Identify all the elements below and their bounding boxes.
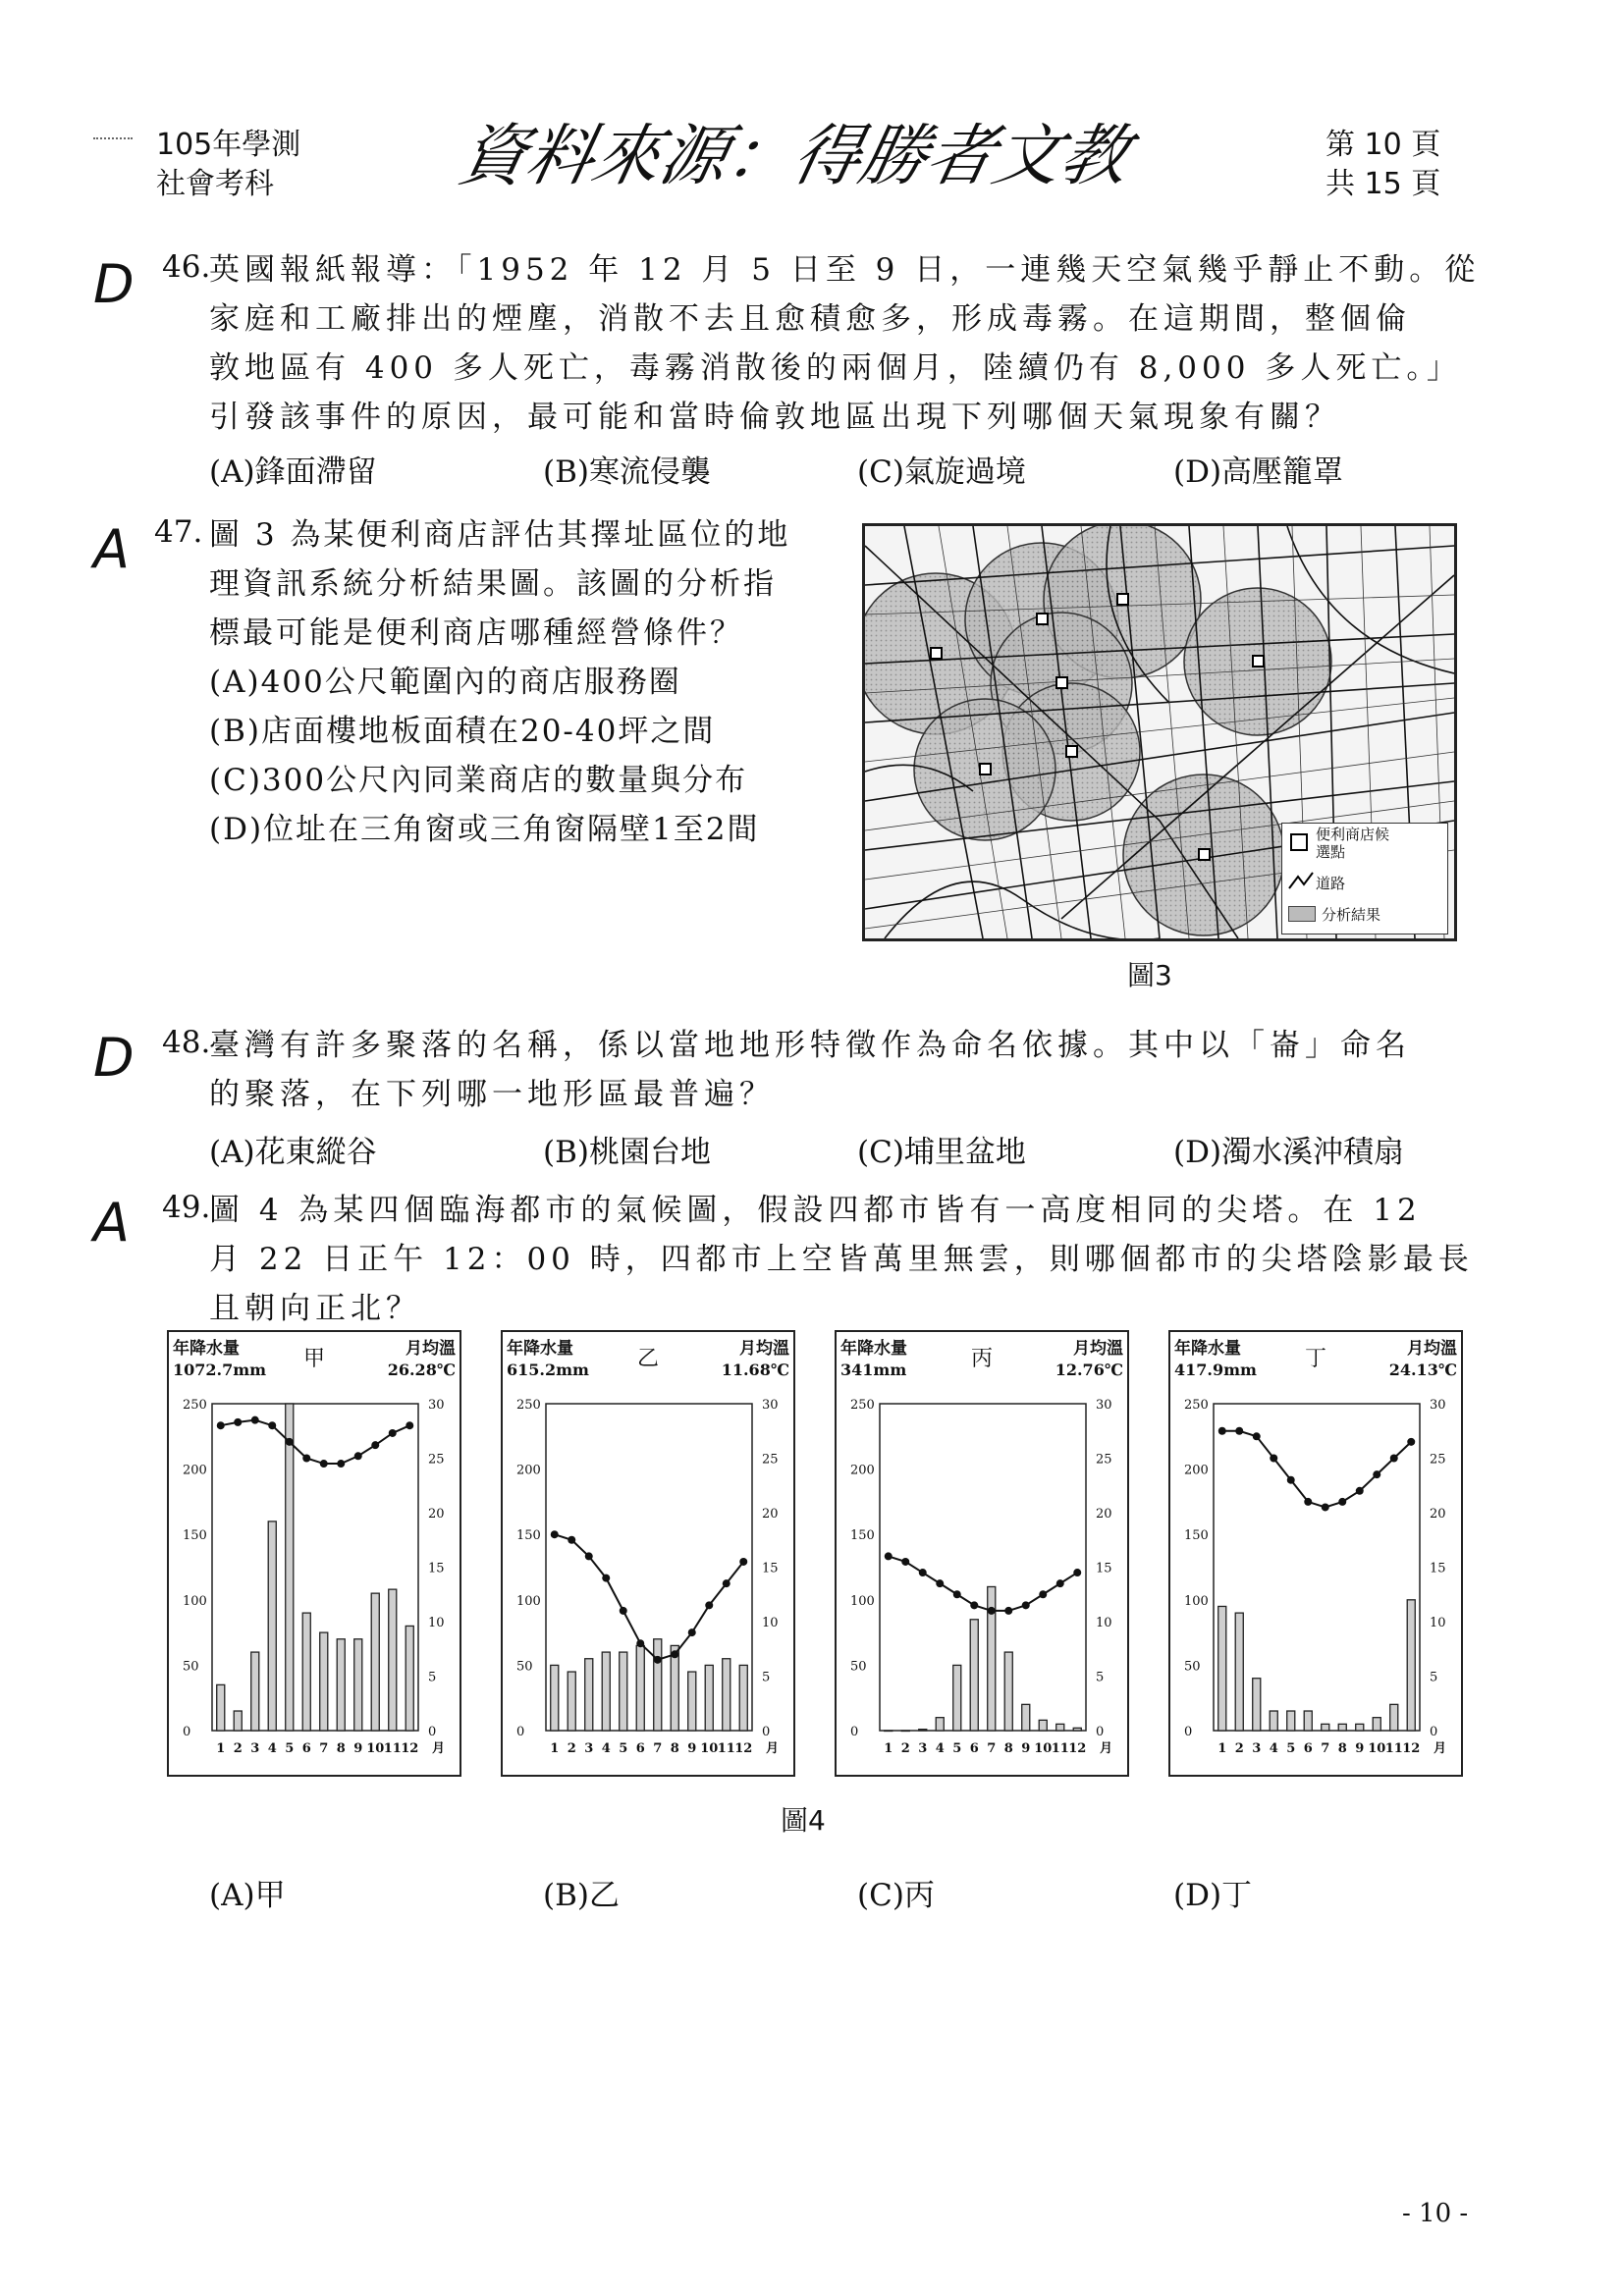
precip-bar (585, 1659, 593, 1731)
precip-bar (671, 1645, 678, 1731)
question-line: 月 22 日正午 12：00 時，四都市上空皆萬里無雲，則哪個都市的尖塔陰影最長 (209, 1242, 1474, 1277)
temp-point (953, 1590, 961, 1598)
option-48-a: (A)花東縱谷 (209, 1135, 377, 1170)
question-number-49: 49. (162, 1190, 211, 1225)
temp-tick-label: 20 (762, 1507, 779, 1522)
temp-point (636, 1639, 644, 1647)
temp-point (1356, 1487, 1364, 1495)
temp-tick-label: 30 (762, 1398, 779, 1413)
precip-bar (1004, 1652, 1012, 1731)
header-right (1325, 126, 1440, 204)
month-tick-label: 8 (1337, 1741, 1347, 1756)
precip-tick-label: 150 (850, 1528, 875, 1544)
precip-tick-label: 200 (516, 1463, 541, 1478)
mean-temp-label: 12.76℃ (1055, 1361, 1123, 1379)
temp-point (234, 1418, 242, 1426)
month-tick-label: 7 (987, 1741, 997, 1756)
temp-point (885, 1552, 893, 1560)
temp-point (988, 1607, 996, 1615)
question-line: 標最可能是便利商店哪種經營條件？ (209, 615, 743, 651)
temp-point (1039, 1590, 1047, 1598)
temp-tick-label: 10 (1096, 1616, 1112, 1630)
answer-mark-49: A (93, 1192, 130, 1254)
precip-bar (268, 1522, 276, 1731)
month-tick-label: 6 (969, 1741, 979, 1756)
temp-tick-label: 30 (1096, 1398, 1112, 1413)
figure-4-caption: 圖4 (781, 1804, 826, 1837)
precip-bar (723, 1659, 730, 1731)
precip-bar (1253, 1679, 1261, 1731)
month-tick-label: 12 (1402, 1741, 1421, 1756)
option-46-d: (D)高壓籠罩 (1173, 454, 1344, 490)
page-number: 第 10 頁 (1325, 128, 1441, 162)
month-tick-label: 12 (1068, 1741, 1087, 1756)
precip-bar (1287, 1711, 1295, 1731)
right-axis-title: 月均溫 (1073, 1339, 1123, 1359)
precip-tick-label: 0 (516, 1725, 525, 1739)
question-text-48 (209, 1021, 1554, 1119)
precip-bar (1322, 1724, 1329, 1731)
precip-tick-label: 50 (850, 1659, 867, 1675)
precip-bar (389, 1589, 397, 1731)
precip-bar (234, 1711, 242, 1731)
climate-chart-1 (167, 1330, 461, 1777)
question-line: 圖 4 為某四個臨海都市的氣候圖，假設四都市皆有一高度相同的尖塔。在 12 (209, 1193, 1422, 1228)
precip-bar (1373, 1718, 1380, 1731)
precip-bar (320, 1632, 328, 1731)
temp-point (901, 1558, 909, 1566)
month-unit-label: 月 (1100, 1741, 1113, 1756)
month-unit-label: 月 (766, 1741, 780, 1756)
month-tick-label: 7 (319, 1741, 329, 1756)
question-line: 英國報紙報導：「1952 年 12 月 5 日至 9 日，一連幾天空氣幾乎靜止不動。從 (209, 252, 1481, 288)
month-tick-label: 4 (601, 1741, 611, 1756)
header-left (93, 126, 300, 204)
precip-tick-label: 150 (516, 1528, 541, 1544)
precip-tick-label: 200 (1184, 1463, 1209, 1478)
temp-point (1322, 1503, 1329, 1511)
precip-bar (1407, 1600, 1415, 1731)
option-47-b: (B)店面樓地板面積在20-40坪之間 (209, 714, 716, 749)
temp-point (302, 1455, 310, 1463)
right-axis-title: 月均溫 (1407, 1339, 1457, 1359)
temp-tick-label: 25 (428, 1452, 445, 1468)
annual-precip-label: 615.2mm (507, 1361, 589, 1379)
temp-point (1022, 1601, 1030, 1609)
temp-point (551, 1530, 559, 1538)
page-total: 共 15 頁 (1325, 167, 1441, 201)
precip-bar (1022, 1704, 1030, 1731)
precip-tick-label: 150 (1184, 1528, 1209, 1544)
temp-point (970, 1601, 978, 1609)
temp-tick-label: 15 (1430, 1561, 1446, 1576)
question-text-46 (209, 245, 1554, 442)
month-tick-label: 8 (670, 1741, 679, 1756)
precip-bar (1039, 1720, 1047, 1731)
month-tick-label: 4 (1269, 1741, 1278, 1756)
month-tick-label: 12 (401, 1741, 419, 1756)
precip-bar (739, 1665, 747, 1731)
temp-point (1253, 1432, 1261, 1440)
right-axis-title: 月均溫 (406, 1339, 456, 1359)
month-tick-label: 11 (383, 1741, 402, 1756)
precip-bar (901, 1731, 909, 1732)
temp-point (268, 1421, 276, 1429)
precip-tick-label: 250 (850, 1398, 875, 1413)
question-line: 家庭和工廠排出的煙塵，消散不去且愈積愈多，形成毒霧。在這期間，整個倫 (209, 301, 1411, 337)
precip-bar (302, 1613, 310, 1731)
precip-tick-label: 250 (183, 1398, 207, 1413)
figure-3-map (862, 523, 1457, 941)
precip-bar (919, 1730, 927, 1731)
left-axis-title: 年降水量 (507, 1339, 573, 1359)
precip-bar (286, 1404, 294, 1731)
temp-point (337, 1460, 345, 1468)
month-unit-label: 月 (1434, 1741, 1447, 1756)
precip-bar (936, 1718, 944, 1731)
temp-tick-label: 25 (1430, 1452, 1446, 1468)
temp-point (1073, 1569, 1081, 1576)
temp-tick-label: 25 (762, 1452, 779, 1468)
temp-tick-label: 25 (1096, 1452, 1112, 1468)
footer-page-number: - 10 - (1402, 2199, 1469, 2228)
precip-bar (970, 1620, 978, 1731)
option-48-b: (B)桃園台地 (543, 1135, 711, 1170)
precip-bar (371, 1593, 379, 1731)
climate-chart-3 (835, 1330, 1129, 1777)
month-tick-label: 12 (734, 1741, 753, 1756)
precip-tick-label: 50 (183, 1659, 199, 1675)
precip-tick-label: 50 (1184, 1659, 1201, 1675)
month-tick-label: 8 (1003, 1741, 1013, 1756)
precip-tick-label: 100 (850, 1593, 875, 1609)
question-line: 的聚落，在下列哪一地形區最普遍？ (209, 1077, 775, 1112)
precip-tick-label: 0 (183, 1725, 191, 1739)
month-tick-label: 5 (1286, 1741, 1296, 1756)
chart-title: 乙 (636, 1347, 660, 1371)
temp-point (568, 1536, 575, 1544)
temp-point (251, 1416, 259, 1424)
month-tick-label: 2 (1234, 1741, 1244, 1756)
precip-tick-label: 0 (850, 1725, 859, 1739)
temp-point (1004, 1607, 1012, 1615)
question-line: 理資訊系統分析結果圖。該圖的分析指 (209, 566, 777, 602)
temp-tick-label: 30 (428, 1398, 445, 1413)
precip-tick-label: 100 (1184, 1593, 1209, 1609)
month-tick-label: 10 (1368, 1741, 1386, 1756)
question-line: 臺灣有許多聚落的名稱，係以當地地形特徵作為命名依據。其中以「崙」命名 (209, 1028, 1411, 1063)
precip-bar (406, 1626, 413, 1731)
question-line: 且朝向正北？ (209, 1291, 421, 1326)
option-49-a: (A)甲 (209, 1878, 286, 1913)
question-line: 敦地區有 400 多人死亡，毒霧消散後的兩個月，陸續仍有 8,000 多人死亡。」 (209, 350, 1462, 386)
precip-tick-label: 100 (516, 1593, 541, 1609)
month-tick-label: 3 (584, 1741, 594, 1756)
precip-bar (636, 1645, 644, 1731)
precip-tick-label: 200 (183, 1463, 207, 1478)
chart-title: 丙 (970, 1347, 994, 1371)
temp-point (688, 1629, 696, 1636)
temp-point (1287, 1476, 1295, 1484)
chart-title: 甲 (302, 1347, 326, 1371)
precip-bar (1218, 1606, 1226, 1731)
precip-bar (602, 1652, 610, 1731)
question-number-47: 47. (154, 514, 203, 550)
precip-bar (217, 1684, 225, 1731)
temp-point (320, 1460, 328, 1468)
month-tick-label: 3 (1252, 1741, 1262, 1756)
temp-point (602, 1575, 610, 1582)
temp-point (919, 1569, 927, 1576)
answer-mark-48: D (93, 1027, 135, 1089)
legend-road: 道路 (1316, 875, 1346, 892)
temp-tick-label: 15 (428, 1561, 445, 1576)
temp-tick-label: 20 (1430, 1507, 1446, 1522)
month-tick-label: 11 (717, 1741, 735, 1756)
precip-bar (620, 1652, 627, 1731)
temp-tick-label: 0 (1096, 1725, 1105, 1739)
month-tick-label: 6 (1303, 1741, 1313, 1756)
temp-point (671, 1650, 678, 1658)
month-tick-label: 6 (635, 1741, 645, 1756)
map-legend (1281, 823, 1448, 934)
month-tick-label: 2 (567, 1741, 576, 1756)
option-49-d: (D)丁 (1173, 1878, 1253, 1913)
temp-point (1390, 1455, 1398, 1463)
precip-bar (251, 1652, 259, 1731)
mean-temp-label: 26.28℃ (387, 1361, 456, 1379)
temp-point (1338, 1498, 1346, 1506)
month-tick-label: 1 (216, 1741, 226, 1756)
precip-bar (885, 1731, 893, 1732)
temp-tick-label: 5 (762, 1670, 771, 1685)
temp-point (705, 1601, 713, 1609)
temp-point (1235, 1427, 1243, 1435)
temp-point (1373, 1470, 1380, 1478)
precip-bar (1338, 1724, 1346, 1731)
month-tick-label: 6 (301, 1741, 311, 1756)
dotted-mark (93, 137, 133, 139)
precip-tick-label: 250 (516, 1398, 541, 1413)
month-tick-label: 3 (918, 1741, 928, 1756)
road-legend-icon (1288, 871, 1314, 890)
temp-tick-label: 30 (1430, 1398, 1446, 1413)
temp-point (1304, 1498, 1312, 1506)
month-tick-label: 5 (285, 1741, 295, 1756)
left-axis-title: 年降水量 (173, 1339, 240, 1359)
question-line: 圖 3 為某便利商店評估其擇址區位的地 (209, 517, 791, 553)
temp-tick-label: 10 (762, 1616, 779, 1630)
right-axis-title: 月均溫 (739, 1339, 789, 1359)
month-tick-label: 3 (250, 1741, 260, 1756)
option-46-c: (C)氣旋過境 (857, 454, 1026, 490)
temp-tick-label: 5 (1430, 1670, 1438, 1685)
month-tick-label: 5 (952, 1741, 962, 1756)
temp-point (723, 1579, 730, 1587)
precip-bar (337, 1639, 345, 1731)
annual-precip-label: 341mm (840, 1361, 907, 1379)
temp-point (585, 1552, 593, 1560)
left-axis-title: 年降水量 (1174, 1339, 1241, 1359)
temp-point (1056, 1579, 1064, 1587)
precip-bar (1270, 1711, 1277, 1731)
temp-tick-label: 10 (428, 1616, 445, 1630)
month-tick-label: 1 (1217, 1741, 1227, 1756)
temp-point (286, 1438, 294, 1446)
precip-bar (1235, 1613, 1243, 1731)
precip-bar (1356, 1724, 1364, 1731)
answer-mark-46: D (93, 253, 135, 315)
month-tick-label: 10 (1034, 1741, 1053, 1756)
exam-title: 105年學測 (156, 128, 301, 162)
mean-temp-label: 11.68℃ (721, 1361, 789, 1379)
option-48-d: (D)濁水溪沖積扇 (1173, 1135, 1405, 1170)
option-49-c: (C)丙 (857, 1878, 935, 1913)
question-text-49 (209, 1186, 1554, 1333)
option-47-c: (C)300公尺內同業商店的數量與分布 (209, 763, 748, 798)
temp-point (217, 1421, 225, 1429)
month-tick-label: 11 (1384, 1741, 1403, 1756)
precip-bar (568, 1672, 575, 1731)
precip-bar (953, 1665, 961, 1731)
option-47-a: (A)400公尺範圍內的商店服務圈 (209, 665, 681, 700)
temp-point (354, 1452, 362, 1460)
question-number-46: 46. (162, 249, 211, 285)
temp-tick-label: 20 (1096, 1507, 1112, 1522)
month-tick-label: 9 (687, 1741, 697, 1756)
precip-bar (551, 1665, 559, 1731)
temp-tick-label: 5 (428, 1670, 437, 1685)
precip-bar (654, 1639, 662, 1731)
answer-mark-47: A (93, 518, 130, 580)
temp-point (620, 1607, 627, 1615)
option-46-a: (A)鋒面滯留 (209, 454, 377, 490)
precip-bar (354, 1639, 362, 1731)
precip-tick-label: 0 (1184, 1725, 1193, 1739)
temp-point (654, 1656, 662, 1664)
month-tick-label: 9 (1355, 1741, 1365, 1756)
temp-tick-label: 0 (1430, 1725, 1438, 1739)
option-47-d: (D)位址在三角窗或三角窗隔壁1至2間 (209, 812, 760, 847)
temp-point (936, 1579, 944, 1587)
climate-chart-4 (1168, 1330, 1463, 1777)
temp-point (1218, 1427, 1226, 1435)
question-text-47 (209, 510, 896, 854)
figure-3-caption: 圖3 (1127, 959, 1172, 991)
month-tick-label: 7 (653, 1741, 663, 1756)
precip-tick-label: 200 (850, 1463, 875, 1478)
month-tick-label: 9 (1021, 1741, 1031, 1756)
option-49-b: (B)乙 (543, 1878, 620, 1913)
month-tick-label: 10 (700, 1741, 719, 1756)
month-tick-label: 1 (550, 1741, 560, 1756)
temp-tick-label: 0 (762, 1725, 771, 1739)
temp-point (1407, 1438, 1415, 1446)
annual-precip-label: 1072.7mm (173, 1361, 267, 1379)
temp-tick-label: 5 (1096, 1670, 1105, 1685)
month-tick-label: 7 (1321, 1741, 1330, 1756)
temp-point (389, 1429, 397, 1437)
temp-tick-label: 20 (428, 1507, 445, 1522)
left-axis-title: 年降水量 (840, 1339, 907, 1359)
month-tick-label: 4 (935, 1741, 945, 1756)
option-48-c: (C)埔里盆地 (857, 1135, 1026, 1170)
month-tick-label: 9 (353, 1741, 363, 1756)
month-tick-label: 1 (884, 1741, 893, 1756)
month-tick-label: 4 (267, 1741, 277, 1756)
legend-result: 分析結果 (1322, 906, 1381, 924)
month-tick-label: 10 (366, 1741, 385, 1756)
temp-tick-label: 10 (1430, 1616, 1446, 1630)
precip-bar (1304, 1711, 1312, 1731)
legend-candidate: 便利商店候選點 (1316, 826, 1390, 861)
precip-tick-label: 150 (183, 1528, 207, 1544)
subject-title: 社會考科 (156, 167, 274, 201)
month-tick-label: 2 (900, 1741, 910, 1756)
question-line: 引發該事件的原因，最可能和當時倫敦地區出現下列哪個天氣現象有關？ (209, 400, 1340, 435)
month-unit-label: 月 (432, 1741, 446, 1756)
temp-point (406, 1421, 413, 1429)
precip-bar (705, 1665, 713, 1731)
precip-bar (1056, 1724, 1064, 1731)
month-tick-label: 5 (619, 1741, 628, 1756)
precip-tick-label: 100 (183, 1593, 207, 1609)
precip-bar (688, 1672, 696, 1731)
temp-tick-label: 15 (1096, 1561, 1112, 1576)
chart-title: 丁 (1304, 1347, 1327, 1371)
temp-point (739, 1558, 747, 1566)
climate-chart-2 (501, 1330, 795, 1777)
temp-point (371, 1441, 379, 1449)
month-tick-label: 8 (336, 1741, 346, 1756)
annual-precip-label: 417.9mm (1174, 1361, 1257, 1379)
figure-4-climate-charts (167, 1330, 1463, 1777)
temp-point (1270, 1455, 1277, 1463)
temp-tick-label: 15 (762, 1561, 779, 1576)
month-tick-label: 11 (1051, 1741, 1069, 1756)
precip-bar (1390, 1704, 1398, 1731)
handwritten-source-note: 資料來源：得勝者文教 (452, 118, 1137, 195)
question-number-48: 48. (162, 1025, 211, 1060)
month-tick-label: 2 (233, 1741, 243, 1756)
temp-tick-label: 0 (428, 1725, 437, 1739)
option-46-b: (B)寒流侵襲 (543, 454, 711, 490)
precip-tick-label: 250 (1184, 1398, 1209, 1413)
precip-tick-label: 50 (516, 1659, 533, 1675)
mean-temp-label: 24.13℃ (1388, 1361, 1457, 1379)
precip-bar (1073, 1728, 1081, 1731)
